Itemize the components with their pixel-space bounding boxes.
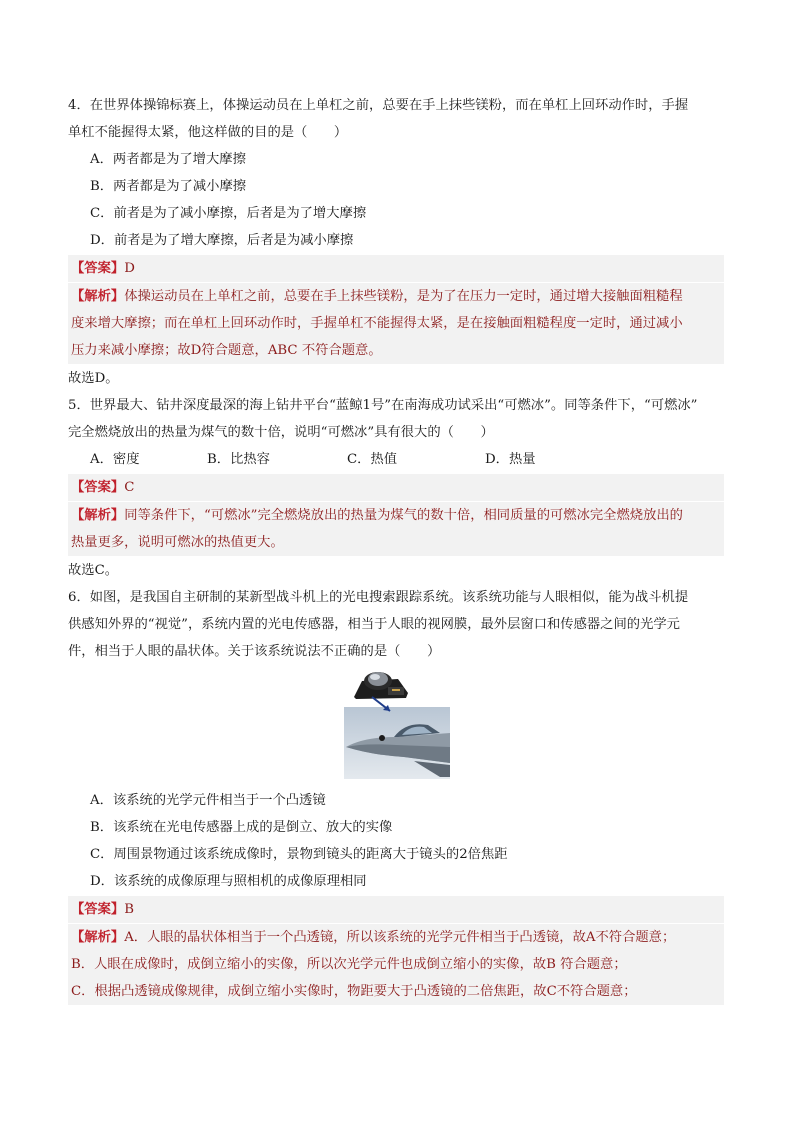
answer-tag: 【答案】 [71, 480, 125, 495]
q6-answer: B [124, 902, 134, 917]
q5-stem-line1: 5．世界最大、钻井深度最深的海上钻井平台“蓝鲸1号”在南海成功试采出“可燃冰”。同等条件下，“可燃冰” [68, 398, 698, 413]
q4-analysis-line3: 压力来减小摩擦；故D符合题意，ABC 不符合题意。 [71, 343, 382, 358]
q6-figure [68, 665, 724, 787]
q4-option-d: D．前者是为了增大摩擦，后者是为减小摩擦 [90, 233, 354, 248]
q6-analysis-line1: A．人眼的晶状体相当于一个凸透镜，所以该系统的光学元件相当于凸透镜，故A不符合题意； [124, 930, 676, 945]
q4-analysis-line2: 度来增大摩擦；而在单杠上回环动作时，手握单杠不能握得太紧，是在接触面粗糙程度一定时，通过减小 [71, 316, 683, 331]
q4-option-a: A．两者都是为了增大摩擦 [90, 152, 246, 167]
q6-stem-line3: 件，相当于人眼的晶状体。关于该系统说法不正确的是（ ） [68, 644, 441, 659]
q6-option-b: B．该系统在光电传感器上成的是倒立、放大的实像 [90, 820, 393, 835]
q4-answer: D [124, 261, 135, 276]
q6-stem-line2: 供感知外界的“视觉”，系统内置的光电传感器，相当于人眼的视网膜，最外层窗口和传感器之间的光学元 [68, 617, 680, 632]
q4-option-b: B．两者都是为了减小摩擦 [90, 179, 247, 194]
q5-conclusion: 故选C。 [68, 563, 119, 578]
answer-tag: 【答案】 [71, 261, 125, 276]
q6-answer-box [68, 896, 724, 923]
q6-analysis-line3: C．根据凸透镜成像规律，成倒立缩小实像时，物距要大于凸透镜的二倍焦距，故C不符合题意； [71, 984, 637, 999]
document-page [68, 92, 724, 1006]
fighter-jet-image [344, 707, 450, 779]
q6-analysis-box [68, 924, 724, 1005]
q4-analysis-line1: 体操运动员在上单杠之前，总要在手上抹些镁粉，是为了在压力一定时，通过增大接触面粗糙程 [124, 289, 683, 304]
q5-options-row [68, 446, 724, 473]
analysis-tag: 【解析】 [71, 508, 125, 523]
q6-analysis-line2: B．人眼在成像时，成倒立缩小的实像，所以次光学元件也成倒立缩小的实像，故B 符合题意； [71, 957, 627, 972]
q5-option-c: C．热值 [347, 452, 398, 467]
q4-answer-box [68, 255, 724, 282]
pointer-arrow-icon [368, 695, 398, 715]
analysis-tag: 【解析】 [71, 930, 125, 945]
q5-answer-box [68, 474, 724, 501]
q5-option-a: A．密度 [90, 452, 140, 467]
q5-stem-line2: 完全燃烧放出的热量为煤气的数十倍，说明“可燃冰”具有很大的（ ） [68, 425, 494, 440]
q5-analysis-box [68, 502, 724, 556]
q5-answer: C [124, 480, 135, 495]
q6-option-c: C．周围景物通过该系统成像时，景物到镜头的距离大于镜头的2倍焦距 [90, 847, 508, 862]
q6-stem-line1: 6．如图，是我国自主研制的某新型战斗机上的光电搜索跟踪系统。该系统功能与人眼相似，能为战斗机提 [68, 590, 689, 605]
q6-option-a: A．该系统的光学元件相当于一个凸透镜 [90, 793, 326, 808]
q5-analysis-line1: 同等条件下，“可燃冰”完全燃烧放出的热量为煤气的数十倍，相同质量的可燃冰完全燃烧放出的 [124, 508, 683, 523]
analysis-tag: 【解析】 [71, 289, 125, 304]
q4-stem-line1: 4．在世界体操锦标赛上，体操运动员在上单杠之前，总要在手上抹些镁粉，而在单杠上回环动作时，手握 [68, 98, 689, 113]
q5-option-b: B．比热容 [207, 452, 270, 467]
q4-conclusion: 故选D。 [68, 371, 119, 386]
q4-stem-line2: 单杠不能握得太紧，他这样做的目的是（ ） [68, 125, 348, 140]
q4-option-c: C．前者是为了减小摩擦，后者是为了增大摩擦 [90, 206, 367, 221]
q5-option-d: D．热量 [485, 452, 536, 467]
q6-option-d: D．该系统的成像原理与照相机的成像原理相同 [90, 874, 367, 889]
answer-tag: 【答案】 [71, 902, 125, 917]
q5-analysis-line2: 热量更多，说明可燃冰的热值更大。 [71, 535, 284, 550]
q4-analysis-box [68, 283, 724, 364]
